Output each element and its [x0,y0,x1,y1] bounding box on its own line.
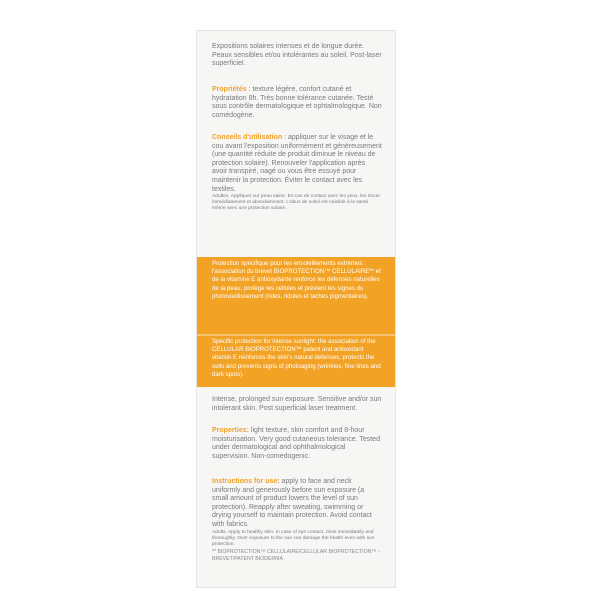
banner-en-text: Specific protection for intense sunlight: the association of the CELLULAR BIOPROTECTION™ patent and antioxidant vitamin E reinforces the skin's natural defenses, protects the cells and prevents signs of photoaging (wrinkles, fine lines and dark spots). [212,338,381,378]
orange-banner [197,257,395,387]
banner-fr-text: Protection spécifique pour les ensoleillements extrêmes : l'association du brevet BIOPROTECTION™ CELLULAIRE** et de la vitamine E antioxydante renforce les défenses naturelles de la peau, protège les cellules et prévient les signes du photovieillissement (rides, ridules et taches pigmentaires). [212,260,381,300]
fr-exposure-paragraph: Expositions solaires intenses et de longue durée. Peaux sensibles et/ou intolérantes au soleil. Post-laser superficiel. [212,43,382,68]
fr-properties-text: : texture légère, confort cutané et hydratation 8h. Très bonne tolérance cutanée. Testé sous contrôle dermatologique et ophtalmologique. Non comédogène. [212,86,382,119]
en-adults-note: Adults. Apply to healthy skin. In case of eye contact, rinse immediately and thoroughly. Over exposure to the sun can damage the health even with sun protection. [212,529,375,547]
en-properties-label: Properties: [212,427,249,434]
product-box-side-panel [196,30,396,588]
en-usage-label: Instructions for use: [212,478,280,485]
patent-footnote: ** BIOPROTECTION™ CELLULAIRE/CELLULAR BIOPROTECTION™ - BREVET/PATENT BIODERMA [212,549,380,562]
en-properties-section [212,427,382,461]
fr-adults-note: Adultes. Appliquer sur peau saine. En cas de contact avec les yeux, les rincer immédiatement et abondamment. L'abus de soleil est nuisible à la santé même avec une protection solaire. [212,194,381,212]
fr-properties-label: Propriétés [212,86,247,93]
fr-exposure-text [212,43,382,69]
en-properties-text: light texture, skin comfort and 8-hour moisturisation. Very good cutaneous tolerance. Tested under dermatological and ophthalmological supervision. Non-comedogenic. [212,427,380,460]
en-usage-section [212,478,382,548]
banner-divider [197,334,395,336]
fr-properties-section [212,86,382,120]
en-usage-text: apply to face and neck uniformly and generously before sun exposure (a small amount of product lowers the level of sun protection). Reapply after sweating, swimming or drying yourself to maintain protection. Avoid contact with fabrics. [212,478,372,528]
en-exposure-text [212,396,382,413]
fr-usage-label: Conseils d'utilisation [212,134,283,141]
fr-usage-section [212,134,382,212]
fr-usage-text: : appliquer sur le visage et le cou avant l'exposition uniformément et généreusement (une quantité réduite de produit diminue le niveau de protection solaire). Renouveler l'application après avoir transpiré, nagé ou vous être essuyé pour maintenir la protection. Éviter le contact avec les textiles. [212,134,382,193]
en-exposure-paragraph: Intense, prolonged sun exposure. Sensitive and/or sun intolerant skin. Post superficial laser treatment. [212,396,382,412]
